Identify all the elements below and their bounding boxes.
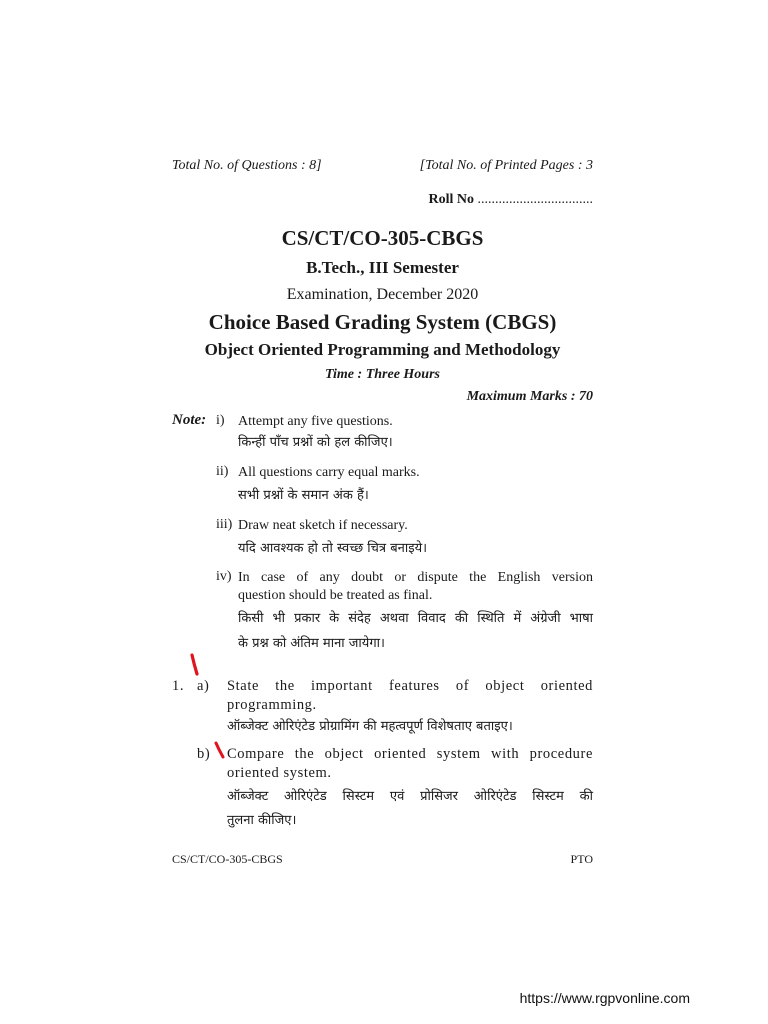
paper-code: CS/CT/CO-305-CBGS <box>281 226 484 250</box>
question-1b-hi: ऑब्जेक्ट ओरिएंटेड सिस्टम एवं प्रोसिजर ओरिएंटेड सिस्टम की <box>227 789 593 804</box>
red-pen-mark <box>188 652 202 678</box>
note-item-hi: सभी प्रश्नों के समान अंक हैं। <box>238 488 369 503</box>
note-item-hi: यदि आवश्यक हो तो स्वच्छ चित्र बनाइये। <box>238 541 428 556</box>
note-label: Note: <box>172 412 207 428</box>
max-marks: Maximum Marks : 70 <box>466 389 593 404</box>
note-item-en: In case of any doubt or dispute the English version <box>238 570 593 585</box>
note-item-hi: किन्हीं पाँच प्रश्नों को हल कीजिए। <box>238 435 393 450</box>
footer-code: CS/CT/CO-305-CBGS <box>172 852 283 866</box>
question-1b-en: Compare the object oriented system with procedure <box>227 746 593 762</box>
note-item-hi: किसी भी प्रकार के संदेह अथवा विवाद की स्थिति में अंग्रेजी भाषा <box>238 611 593 626</box>
question-number: 1. <box>172 678 185 694</box>
grading-system-title: Choice Based Grading System (CBGS) <box>208 310 557 334</box>
note-item-num: ii) <box>216 464 229 479</box>
roll-no <box>429 192 594 208</box>
note-item-en: Attempt any five questions. <box>238 414 393 429</box>
sub-question-label: a) <box>197 678 210 694</box>
subject-title: Object Oriented Programming and Methodology <box>204 340 561 359</box>
watermark-url: https://www.rgpvonline.com <box>519 990 690 1006</box>
question-1a-en: programming. <box>227 697 317 713</box>
note-item-en: Draw neat sketch if necessary. <box>238 518 408 533</box>
note-item-num: iii) <box>216 517 233 532</box>
footer-pto: PTO <box>570 852 593 866</box>
sub-question-label: b) <box>197 746 211 762</box>
total-pages: [Total No. of Printed Pages : 3 <box>419 158 593 173</box>
question-1b-hi: तुलना कीजिए। <box>227 813 297 828</box>
note-item-num: i) <box>216 413 225 428</box>
note-item-num: iv) <box>216 569 232 584</box>
red-pen-mark <box>213 740 227 762</box>
question-1a-en: State the important features of object oriented <box>227 678 593 694</box>
exam-title: Examination, December 2020 <box>286 286 479 303</box>
course-title: B.Tech., III Semester <box>306 258 459 277</box>
note-item-en: All questions carry equal marks. <box>238 465 420 480</box>
note-item-en: question should be treated as final. <box>238 588 433 603</box>
roll-no-dots: ................................. <box>477 192 593 207</box>
roll-no-label: Roll No <box>428 192 474 207</box>
note-item-hi: के प्रश्न को अंतिम माना जायेगा। <box>238 636 385 651</box>
time-info: Time : Three Hours <box>325 367 440 382</box>
total-questions: Total No. of Questions : 8] <box>172 158 322 173</box>
question-1a-hi: ऑब्जेक्ट ओरिएंटेड प्रोग्रामिंग की महत्वपूर्ण विशेषताए बताइए। <box>227 719 513 734</box>
question-1b-en: oriented system. <box>227 765 332 781</box>
